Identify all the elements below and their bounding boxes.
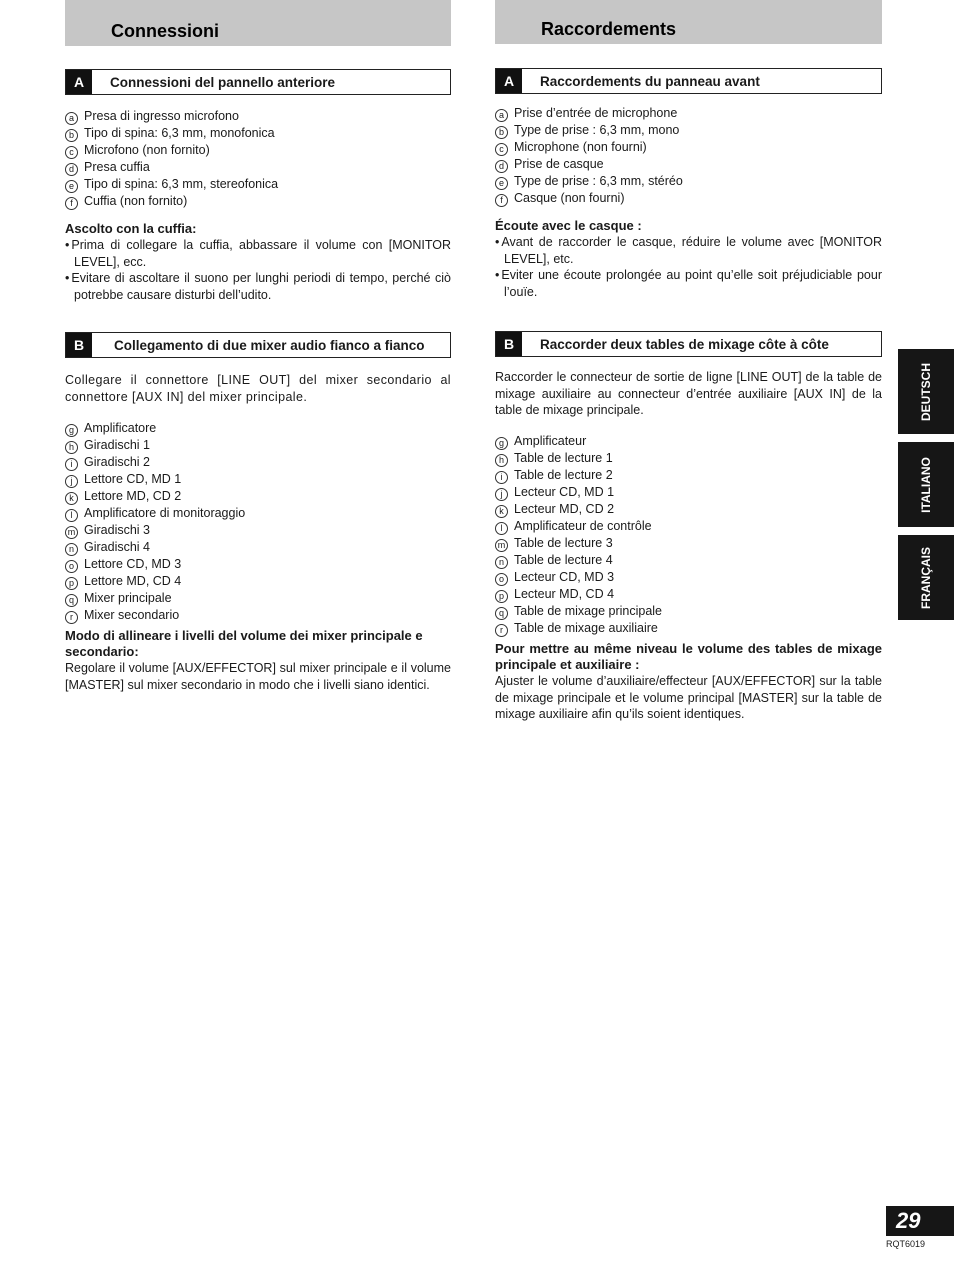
french-column (495, 0, 882, 721)
letter-marker: p (65, 577, 78, 590)
letter-marker: g (65, 424, 78, 437)
list-item: j Lecteur CD, MD 1 (495, 484, 662, 501)
list-item: f Cuffia (non fornito) (65, 193, 278, 210)
italian-section-b-intro: Collegare il connettore [LINE OUT] del mixer secondario al connettore [AUX IN] del mixer principale. (65, 373, 451, 404)
bullet-note: • Eviter une écoute prolongée au point qu’elle soit préjudiciable pour l’ouïe. (495, 267, 882, 300)
letter-marker: h (495, 454, 508, 467)
list-item: l Amplificateur de contrôle (495, 518, 662, 535)
french-title-bar (495, 0, 882, 44)
side-tab-deutsch: DEUTSCH (898, 349, 954, 434)
letter-marker: q (495, 607, 508, 620)
list-item: p Lettore MD, CD 4 (65, 573, 245, 590)
letter-marker: d (65, 163, 78, 176)
letter-marker: l (495, 522, 508, 535)
list-item: p Lecteur MD, CD 4 (495, 586, 662, 603)
letter-marker: j (65, 475, 78, 488)
french-mixer-list (495, 433, 662, 637)
letter-marker: g (495, 437, 508, 450)
list-item: k Lettore MD, CD 2 (65, 488, 245, 505)
list-item: g Amplificatore (65, 420, 245, 437)
letter-marker: m (65, 526, 78, 539)
letter-marker: e (495, 177, 508, 190)
french-front-panel-list (495, 105, 683, 207)
letter-marker: f (65, 197, 78, 210)
bullet-note: • Prima di collegare la cuffia, abbassare il volume con [MONITOR LEVEL], ecc. (65, 237, 451, 270)
list-item: q Mixer principale (65, 590, 245, 607)
bullet-note: • Evitare di ascoltare il suono per lunghi periodi di tempo, perché ciò potrebbe causare disturbi dell’udito. (65, 270, 451, 303)
letter-marker: k (65, 492, 78, 505)
letter-marker: a (495, 109, 508, 122)
list-item: b Tipo di spina: 6,3 mm, monofonica (65, 125, 278, 142)
list-item: d Prise de casque (495, 156, 683, 173)
page-number: 29 (886, 1206, 954, 1236)
list-item: i Giradischi 2 (65, 454, 245, 471)
list-item: f Casque (non fourni) (495, 190, 683, 207)
italian-mixer-list (65, 420, 245, 624)
list-item: h Giradischi 1 (65, 437, 245, 454)
italian-front-panel-list (65, 108, 278, 210)
letter-marker: q (65, 594, 78, 607)
italian-title-bar (65, 0, 451, 46)
french-volume-heading: Pour mettre au même niveau le volume des tables de mixage principale et auxiliaire : (495, 641, 882, 672)
list-item: n Table de lecture 4 (495, 552, 662, 569)
bullet-note: • Avant de raccorder le casque, réduire le volume avec [MONITOR LEVEL], etc. (495, 234, 882, 267)
list-item: j Lettore CD, MD 1 (65, 471, 245, 488)
french-headphones-heading: Écoute avec le casque : (495, 218, 642, 233)
french-section-a-header (495, 68, 882, 94)
list-item: g Amplificateur (495, 433, 662, 450)
letter-marker: b (495, 126, 508, 139)
list-item: h Table de lecture 1 (495, 450, 662, 467)
italian-volume-body: Regolare il volume [AUX/EFFECTOR] sul mixer principale e il volume [MASTER] sul mixer secondario in modo che i livelli siano identici. (65, 661, 451, 692)
letter-marker: c (65, 146, 78, 159)
document-code: RQT6019 (886, 1239, 926, 1249)
section-b-title: Collegamento di due mixer audio fianco a fianco (114, 338, 425, 353)
letter-marker: k (495, 505, 508, 518)
list-item: i Table de lecture 2 (495, 467, 662, 484)
french-volume-body: Ajuster le volume d’auxiliaire/effecteur [AUX/EFFECTOR] sur la table de mixage principale et le volume principal [MASTER] sur la table de mixage auxiliaire afin qu’ils soient identiques. (495, 674, 882, 721)
letter-marker: i (65, 458, 78, 471)
letter-marker: o (65, 560, 78, 573)
section-b-badge: B (66, 333, 92, 357)
list-item: k Lecteur MD, CD 2 (495, 501, 662, 518)
italian-volume-heading: Modo di allineare i livelli del volume dei mixer principale e secondario: (65, 628, 423, 659)
french-page-title: Raccordements (541, 19, 677, 39)
letter-marker: j (495, 488, 508, 501)
italian-page-title: Connessioni (111, 21, 220, 41)
section-a-badge: A (66, 70, 92, 94)
letter-marker: n (495, 556, 508, 569)
letter-marker: a (65, 112, 78, 125)
letter-marker: b (65, 129, 78, 142)
list-item: r Table de mixage auxiliaire (495, 620, 662, 637)
list-item: l Amplificatore di monitoraggio (65, 505, 245, 522)
letter-marker: i (495, 471, 508, 484)
french-section-b-header (495, 331, 882, 357)
italian-headphones-heading: Ascolto con la cuffia: (65, 221, 197, 236)
list-item: c Microphone (non fourni) (495, 139, 683, 156)
side-tab-francais: FRANÇAIS (898, 535, 954, 620)
list-item: d Presa cuffia (65, 159, 278, 176)
french-headphones-notes (495, 234, 882, 300)
list-item: q Table de mixage principale (495, 603, 662, 620)
section-b-badge: B (496, 332, 522, 356)
italian-section-a-header (65, 69, 451, 95)
letter-marker: r (65, 611, 78, 624)
section-b-title: Raccorder deux tables de mixage côte à côte (540, 337, 829, 352)
section-a-title: Raccordements du panneau avant (540, 74, 760, 89)
list-item: n Giradischi 4 (65, 539, 245, 556)
letter-marker: p (495, 590, 508, 603)
letter-marker: n (65, 543, 78, 556)
letter-marker: l (65, 509, 78, 522)
letter-marker: c (495, 143, 508, 156)
section-a-badge: A (496, 69, 522, 93)
letter-marker: o (495, 573, 508, 586)
italian-headphones-notes (65, 237, 451, 303)
letter-marker: m (495, 539, 508, 552)
list-item: e Type de prise : 6,3 mm, stéréo (495, 173, 683, 190)
letter-marker: h (65, 441, 78, 454)
list-item: o Lecteur CD, MD 3 (495, 569, 662, 586)
list-item: a Prise d’entrée de microphone (495, 105, 683, 122)
letter-marker: f (495, 194, 508, 207)
list-item: m Table de lecture 3 (495, 535, 662, 552)
list-item: m Giradischi 3 (65, 522, 245, 539)
letter-marker: d (495, 160, 508, 173)
list-item: b Type de prise : 6,3 mm, mono (495, 122, 683, 139)
list-item: a Presa di ingresso microfono (65, 108, 278, 125)
french-section-b-intro: Raccorder le connecteur de sortie de ligne [LINE OUT] de la table de mixage auxiliaire au connecteur d’entrée auxiliaire [AUX IN] de la table de mixage principale. (495, 370, 882, 417)
italian-column (65, 0, 451, 692)
list-item: r Mixer secondario (65, 607, 245, 624)
letter-marker: r (495, 624, 508, 637)
list-item: e Tipo di spina: 6,3 mm, stereofonica (65, 176, 278, 193)
list-item: c Microfono (non fornito) (65, 142, 278, 159)
list-item: o Lettore CD, MD 3 (65, 556, 245, 573)
section-a-title: Connessioni del pannello anteriore (110, 75, 336, 90)
side-tab-italiano: ITALIANO (898, 442, 954, 527)
italian-section-b-header (65, 332, 451, 358)
letter-marker: e (65, 180, 78, 193)
